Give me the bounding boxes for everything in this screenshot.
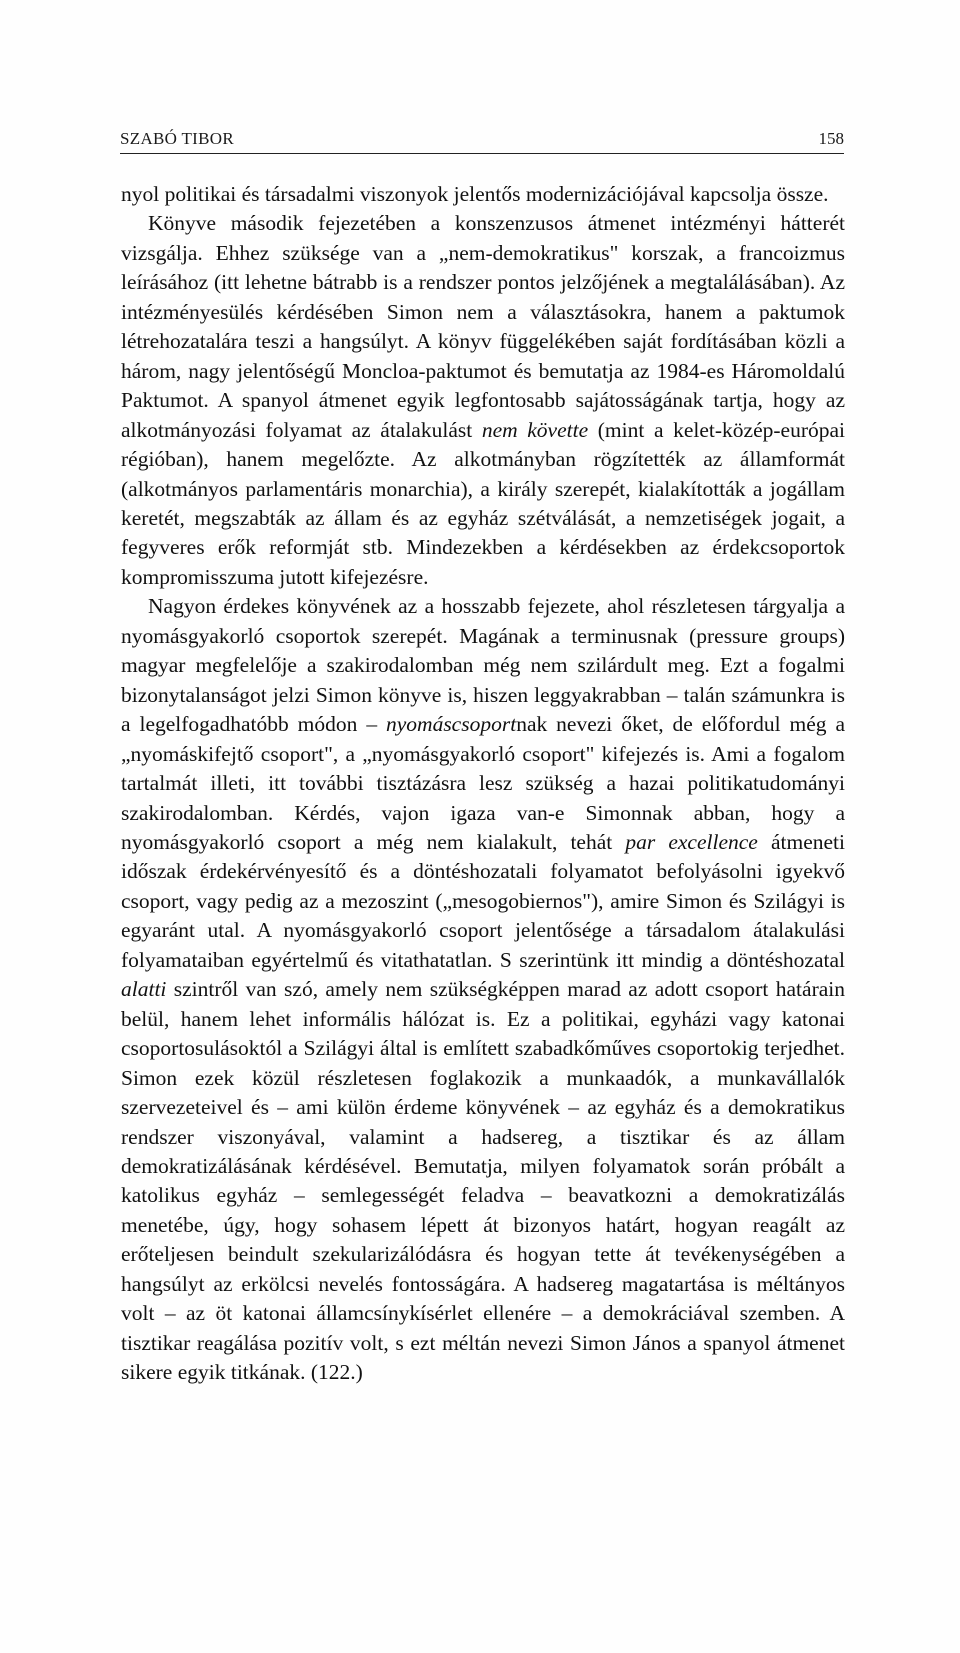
header-author: SZABÓ TIBOR	[120, 129, 234, 148]
body-text	[121, 180, 845, 1388]
paragraph	[121, 180, 845, 209]
page-number: 158	[818, 129, 844, 148]
text-run: Nagyon érdekes könyvének az a hosszabb fejezete, ahol részletesen tárgyalja a nyomásgyakorló csoportok szerepét. Magának a terminusnak (pressure groups) magyar megfelelője a szakirodalomban még nem szilárdult meg. Ezt a fogalmi bizonytalanságot jelzi Simon könyve is, hiszen leggyakrabban – talán számunkra is a legelfogadhatóbb módon –	[121, 594, 845, 737]
text-run: nyol politikai és társadalmi viszonyok jelentős modernizációjával kapcsolja össze.	[121, 182, 829, 206]
text-run: Könyve második fejezetében a konszenzusos átmenet intézményi hátterét vizsgálja. Ehhez szüksége van a „nem-demokratikus" korszak, a francoizmus leírásához (itt lehetne bátrabb is a rendszer pontos jelzőjének a megtalálásában). Az intézményesülés kérdésében Simon nem a választásokra, hanem a paktumok létrehozatalára teszi a hangsúlyt. A könyv függelékében saját fordításában közli a három, nagy jelentőségű Moncloa-paktumot és bemutatja az 1984-es Háromoldalú Paktumot. A spanyol átmenet egyik legfontosabb sajátosságának tartja, hogy az alkotmányozási folyamat az átalakulást	[121, 211, 845, 442]
text-run: átmeneti időszak érdekérvényesítő és a döntéshozatali folyamatot befolyásolni igyekvő csoport, vagy pedig az a mezoszint („mesogobiernos"), amire Simon és Szilágyi is egyaránt utal. A nyomásgyakorló csoport jelentősége a társadalom átalakulási folyamataiban egyértelmű és vitathatatlan. S szerintünk itt mindig a döntéshozatal	[121, 829, 845, 972]
text-run: nak nevezi őket, de előfordul még a „nyomáskifejtő csoport", a „nyomásgyakorló csoport" kifejezés is. Ami a fogalom tartalmát illeti, itt további tisztázásra lesz szükség a hazai politikatudományi szakirodalomban. Kérdés, vajon igaza van-e Simonnak abban, hogy a nyomásgyakorló csoport a még nem kialakult, tehát	[121, 712, 845, 854]
italic-text: par excellence	[625, 829, 758, 854]
running-header	[120, 127, 844, 154]
text-run: (mint a kelet-közép-európai régióban), hanem megelőzte. Az alkotmányban rögzítették az államformát (alkotmányos parlamentáris monarchia), a király szerepét, kialakították a jogállam keretét, megszabták az állam és az egyház szétválását, a nemzetiségek jogait, a fegyveres erők reformját stb. Mindezekben a kérdésekben az érdekcsoportok kompromisszuma jutott kifejezésre.	[121, 417, 846, 589]
italic-text: nem követte	[481, 417, 589, 442]
italic-text: alatti	[121, 977, 167, 1002]
text-run: szintről van szó, amely nem szükségképpen marad az adott csoport határain belül, hanem lehet informális hálózat is. Ez a politikai, egyházi vagy katonai csoportosulásoktól a Szilágyi által is említett szabadkőműves csoportokig terjedhet. Simon ezek közül részletesen foglakozik a munkaadók, a munkavállalók szervezeteivel és – ami külön érdeme könyvének – az egyház és a demokratikus rendszer viszonyával, valamint a hadsereg, a tisztikar és az állam demokratizálásának kérdésével. Bemutatja, milyen folyamatok során próbált a katolikus egyház – semlegességét feladva – beavatkozni a demokratizálás menetébe, úgy, hogy sohasem lépett át bizonyos határt, hogyan reagált az erőteljesen beindult szekularizálódásra és hogyan tette át tevékenységében a hangsúlyt az erkölcsi nevelés fontosságára. A hadsereg magatartása is méltányos volt – az öt katonai államcsínykísérlet ellenére – a demokráciával szemben. A tisztikar reagálása pozitív volt, s ezt méltán nevezi Simon János a spanyol átmenet sikere egyik titkának. (122.)	[121, 977, 845, 1385]
italic-text: nyomáscsoport	[386, 712, 517, 737]
paragraph	[121, 209, 845, 592]
paragraph	[121, 592, 845, 1387]
